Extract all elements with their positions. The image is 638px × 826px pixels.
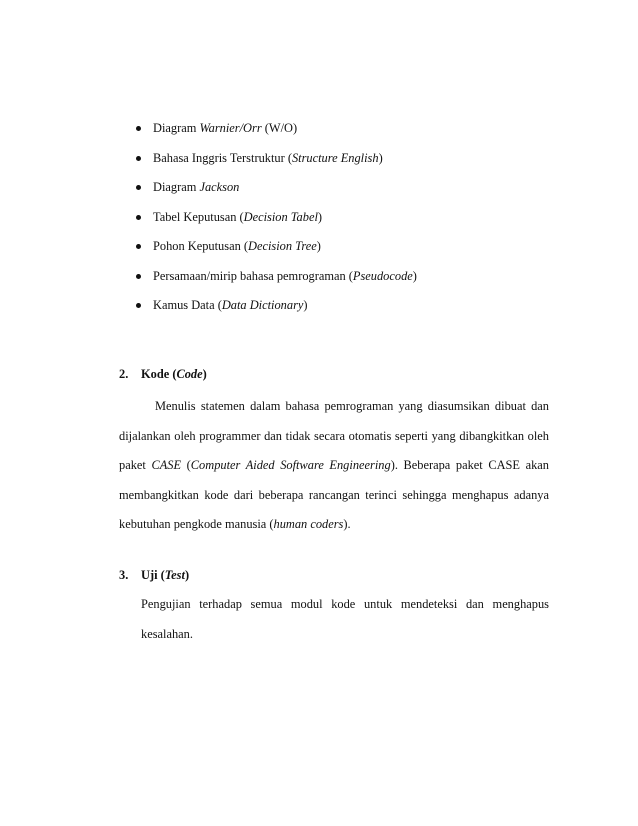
section-3-heading (119, 567, 189, 583)
bullet-icon (136, 185, 141, 190)
bullet-icon (136, 274, 141, 279)
bullet-icon (136, 156, 141, 161)
section-3-paragraph: Pengujian terhadap semua modul kode untuk mendeteksi dan menghapus kesalahan. (141, 597, 549, 641)
list-item-text: Diagram Warnier/Orr (W/O) (153, 121, 298, 135)
bullet-icon (136, 303, 141, 308)
section-2-paragraph: Menulis statemen dalam bahasa pemrograman yang diasumsikan dibuat dan dijalankan oleh programmer dan tidak secara otomatis seperti yang dibangkitkan oleh paket CASE (Computer Aided Software Engineering). Beberapa paket CASE akan membangkitkan kode dari beberapa rancangan terinci sehingga menghapus adanya kebutuhan pengkode manusia (human coders). (119, 399, 549, 531)
list-item-text: Pohon Keputusan (Decision Tree) (153, 239, 321, 253)
bullet-icon (136, 215, 141, 220)
list-item-text: Kamus Data (Data Dictionary) (153, 298, 308, 312)
list-item-text: Tabel Keputusan (Decision Tabel) (153, 209, 323, 224)
section-title: Kode (Code) (141, 367, 207, 381)
bullet-icon (136, 244, 141, 249)
list-item-text: Diagram Jackson (153, 180, 240, 194)
bullet-icon (136, 126, 141, 131)
section-number: 3. (119, 568, 129, 582)
section-number: 2. (119, 367, 129, 381)
section-2-heading (119, 366, 207, 382)
section-title: Uji (Test) (141, 568, 190, 582)
list-item-text: Persamaan/mirip bahasa pemrograman (Pseudocode) (153, 268, 417, 283)
list-item-text: Bahasa Inggris Terstruktur (Structure English) (153, 150, 383, 165)
